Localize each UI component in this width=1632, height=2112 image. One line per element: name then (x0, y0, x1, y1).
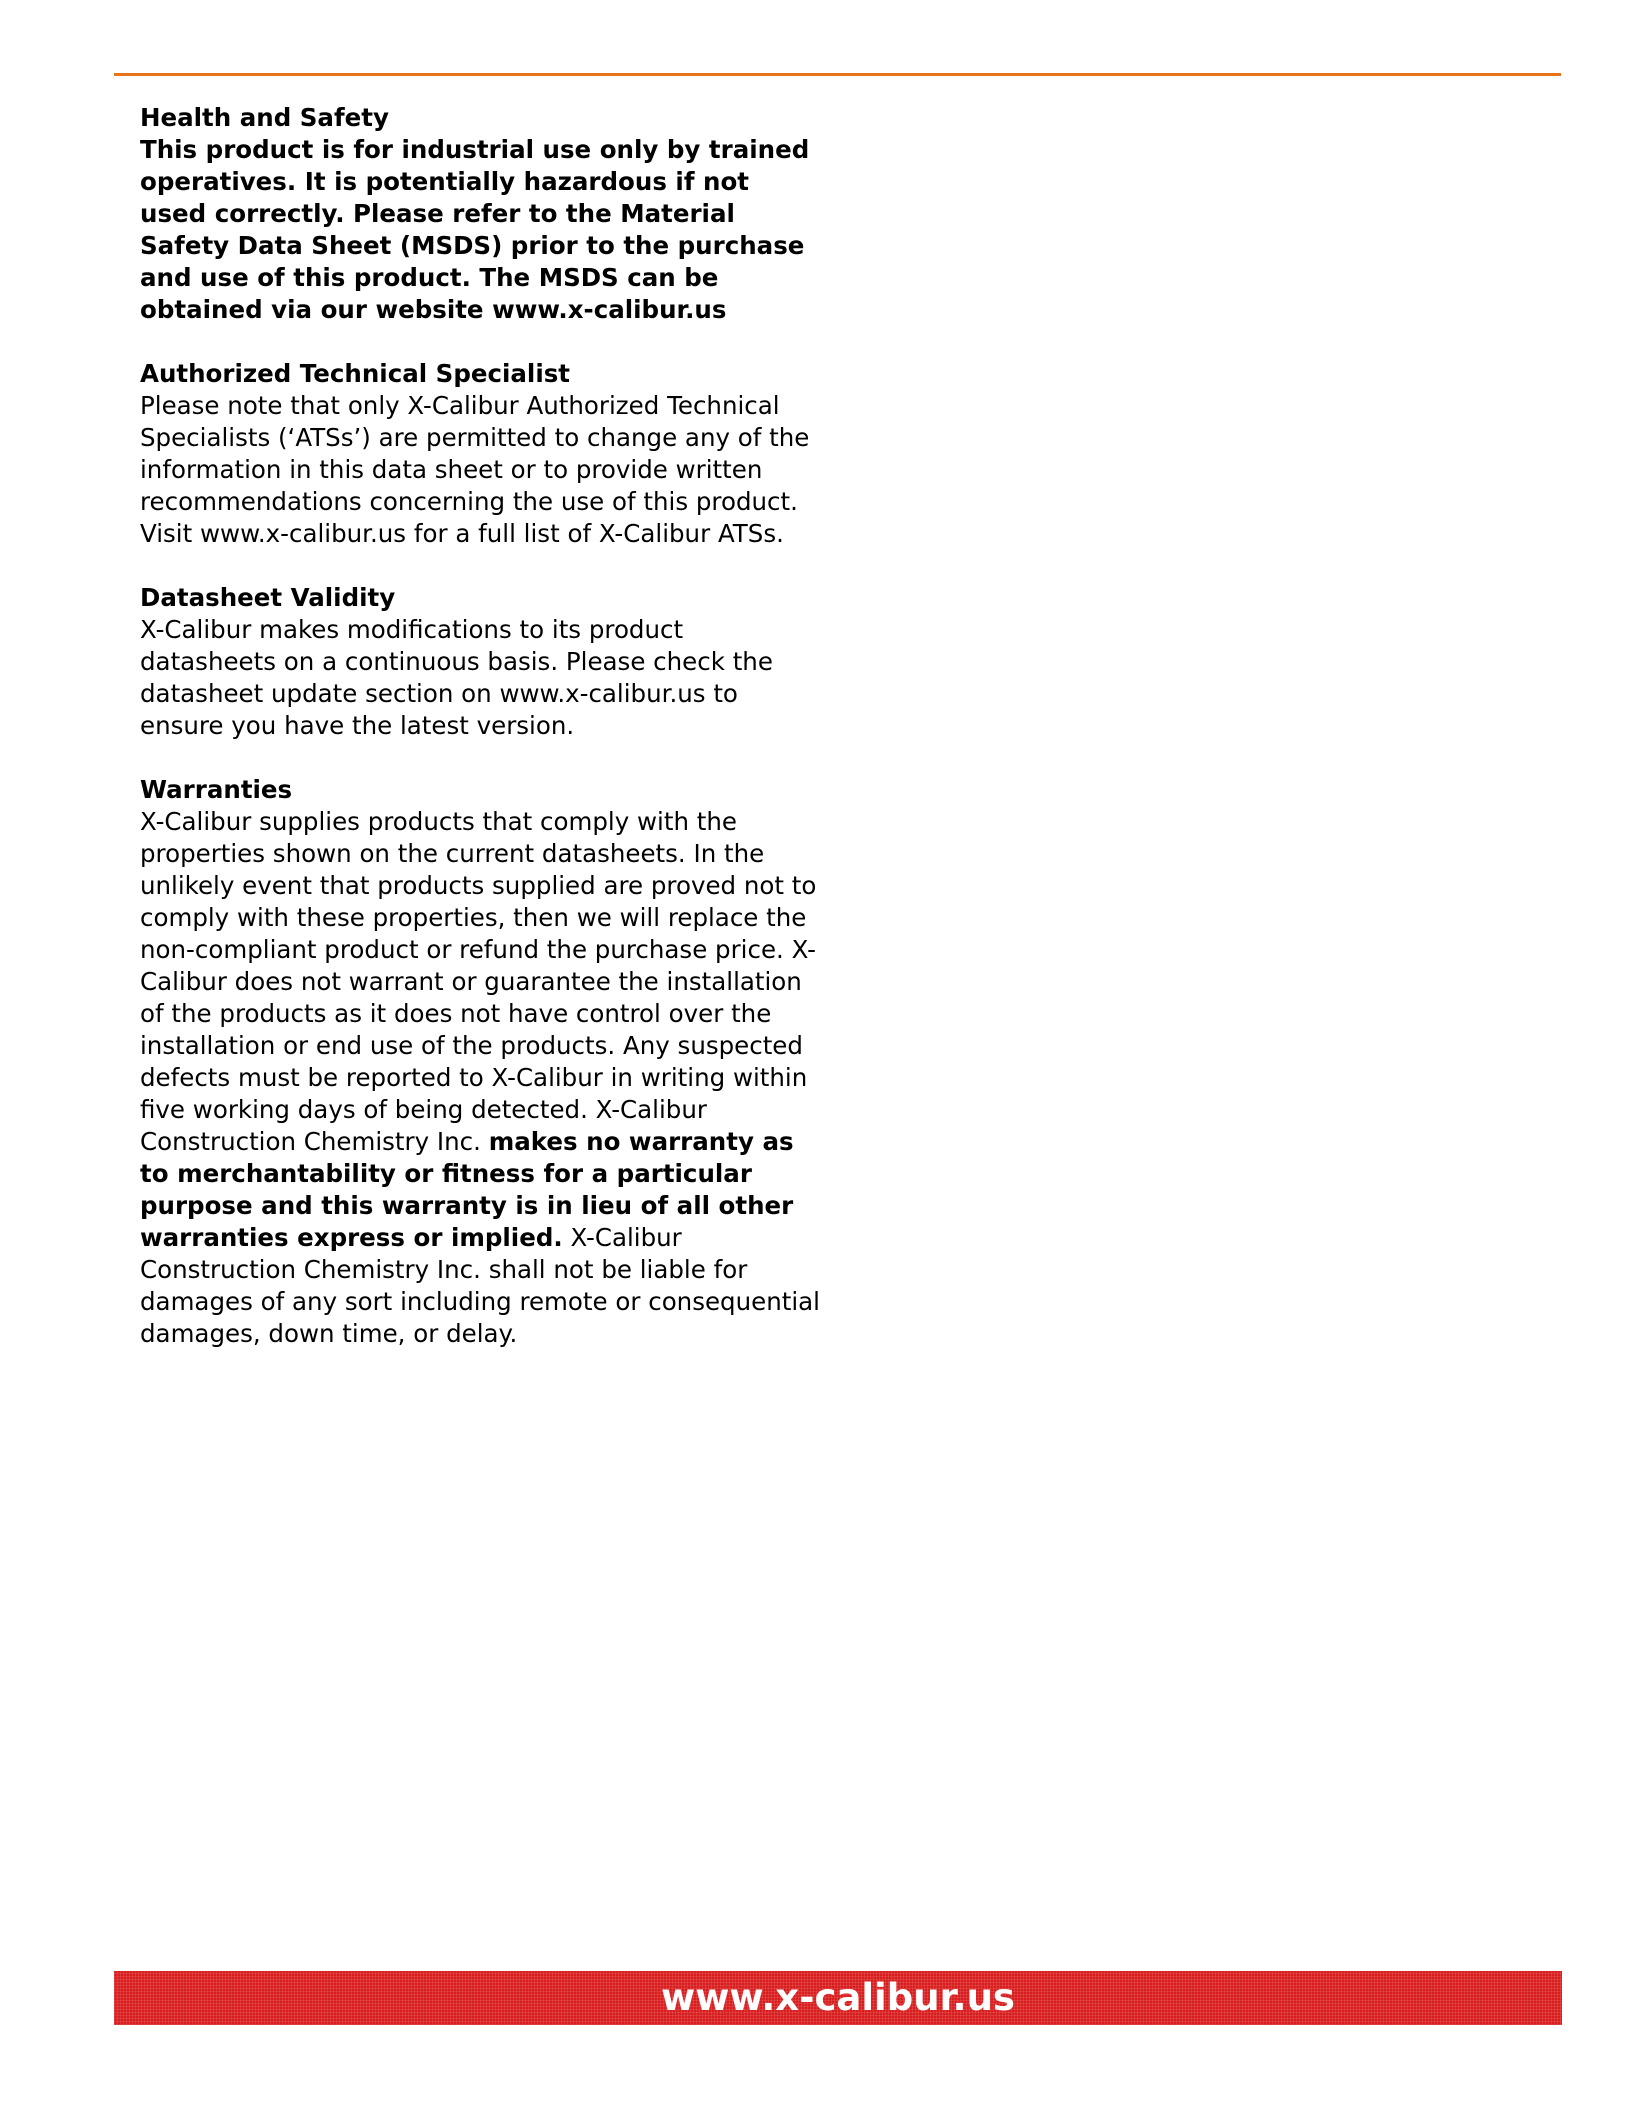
section-authorized-technical-specialist (140, 358, 820, 550)
section-title: Warranties (140, 775, 293, 804)
warranty-text-part1: X-Calibur supplies products that comply with the properties shown on the current datasheets. In the unlikely event that products supplied are proved not to comply with these properties, then we will replace the non-compliant product or refund the purchase price. X-Calibur does not warrant or guarantee the installation of the products as it does not have control over the installation or end use of the products. Any suspected defects must be reported to X-Calibur in writing within five working days of being detected. X-Calibur Construction Chemistry Inc. (140, 807, 817, 1156)
section-title: Health and Safety (140, 103, 389, 132)
section-warranties (140, 774, 820, 1350)
footer-band (114, 1971, 1562, 2025)
document-body (140, 102, 820, 1382)
section-body: This product is for industrial use only by trained operatives. It is potentially hazardous if not used correctly. Please refer to the Material Safety Data Sheet (MSDS) prior to the purchase and use of this product. The MSDS can be obtained via our website www.x-calibur.us (140, 135, 810, 324)
section-body: X-Calibur makes modifications to its product datasheets on a continuous basis. Please check the datasheet update section on www.x-calibur.us to ensure you have the latest version. (140, 615, 773, 740)
section-body (140, 806, 820, 1350)
section-body: Please note that only X-Calibur Authorized Technical Specialists (‘ATSs’) are permitted to change any of the information in this data sheet or to provide written recommendations concerning the use of this product. Visit www.x-calibur.us for a full list of X-Calibur ATSs. (140, 391, 810, 548)
section-datasheet-validity (140, 582, 820, 742)
section-title: Authorized Technical Specialist (140, 359, 571, 388)
footer-website-link[interactable]: www.x-calibur.us (661, 1976, 1015, 2019)
header-rule (114, 73, 1561, 76)
warranty-disclaimer-bold: makes no warranty as to merchantability or fitness for a particular purpose and this warranty is in lieu of all other warranties express or implied. (140, 1127, 794, 1252)
section-title: Datasheet Validity (140, 583, 396, 612)
warranty-text-part2: X-Calibur Construction Chemistry Inc. shall not be liable for damages of any sort including remote or consequential damages, down time, or delay. (140, 1223, 820, 1348)
section-health-safety (140, 102, 820, 326)
